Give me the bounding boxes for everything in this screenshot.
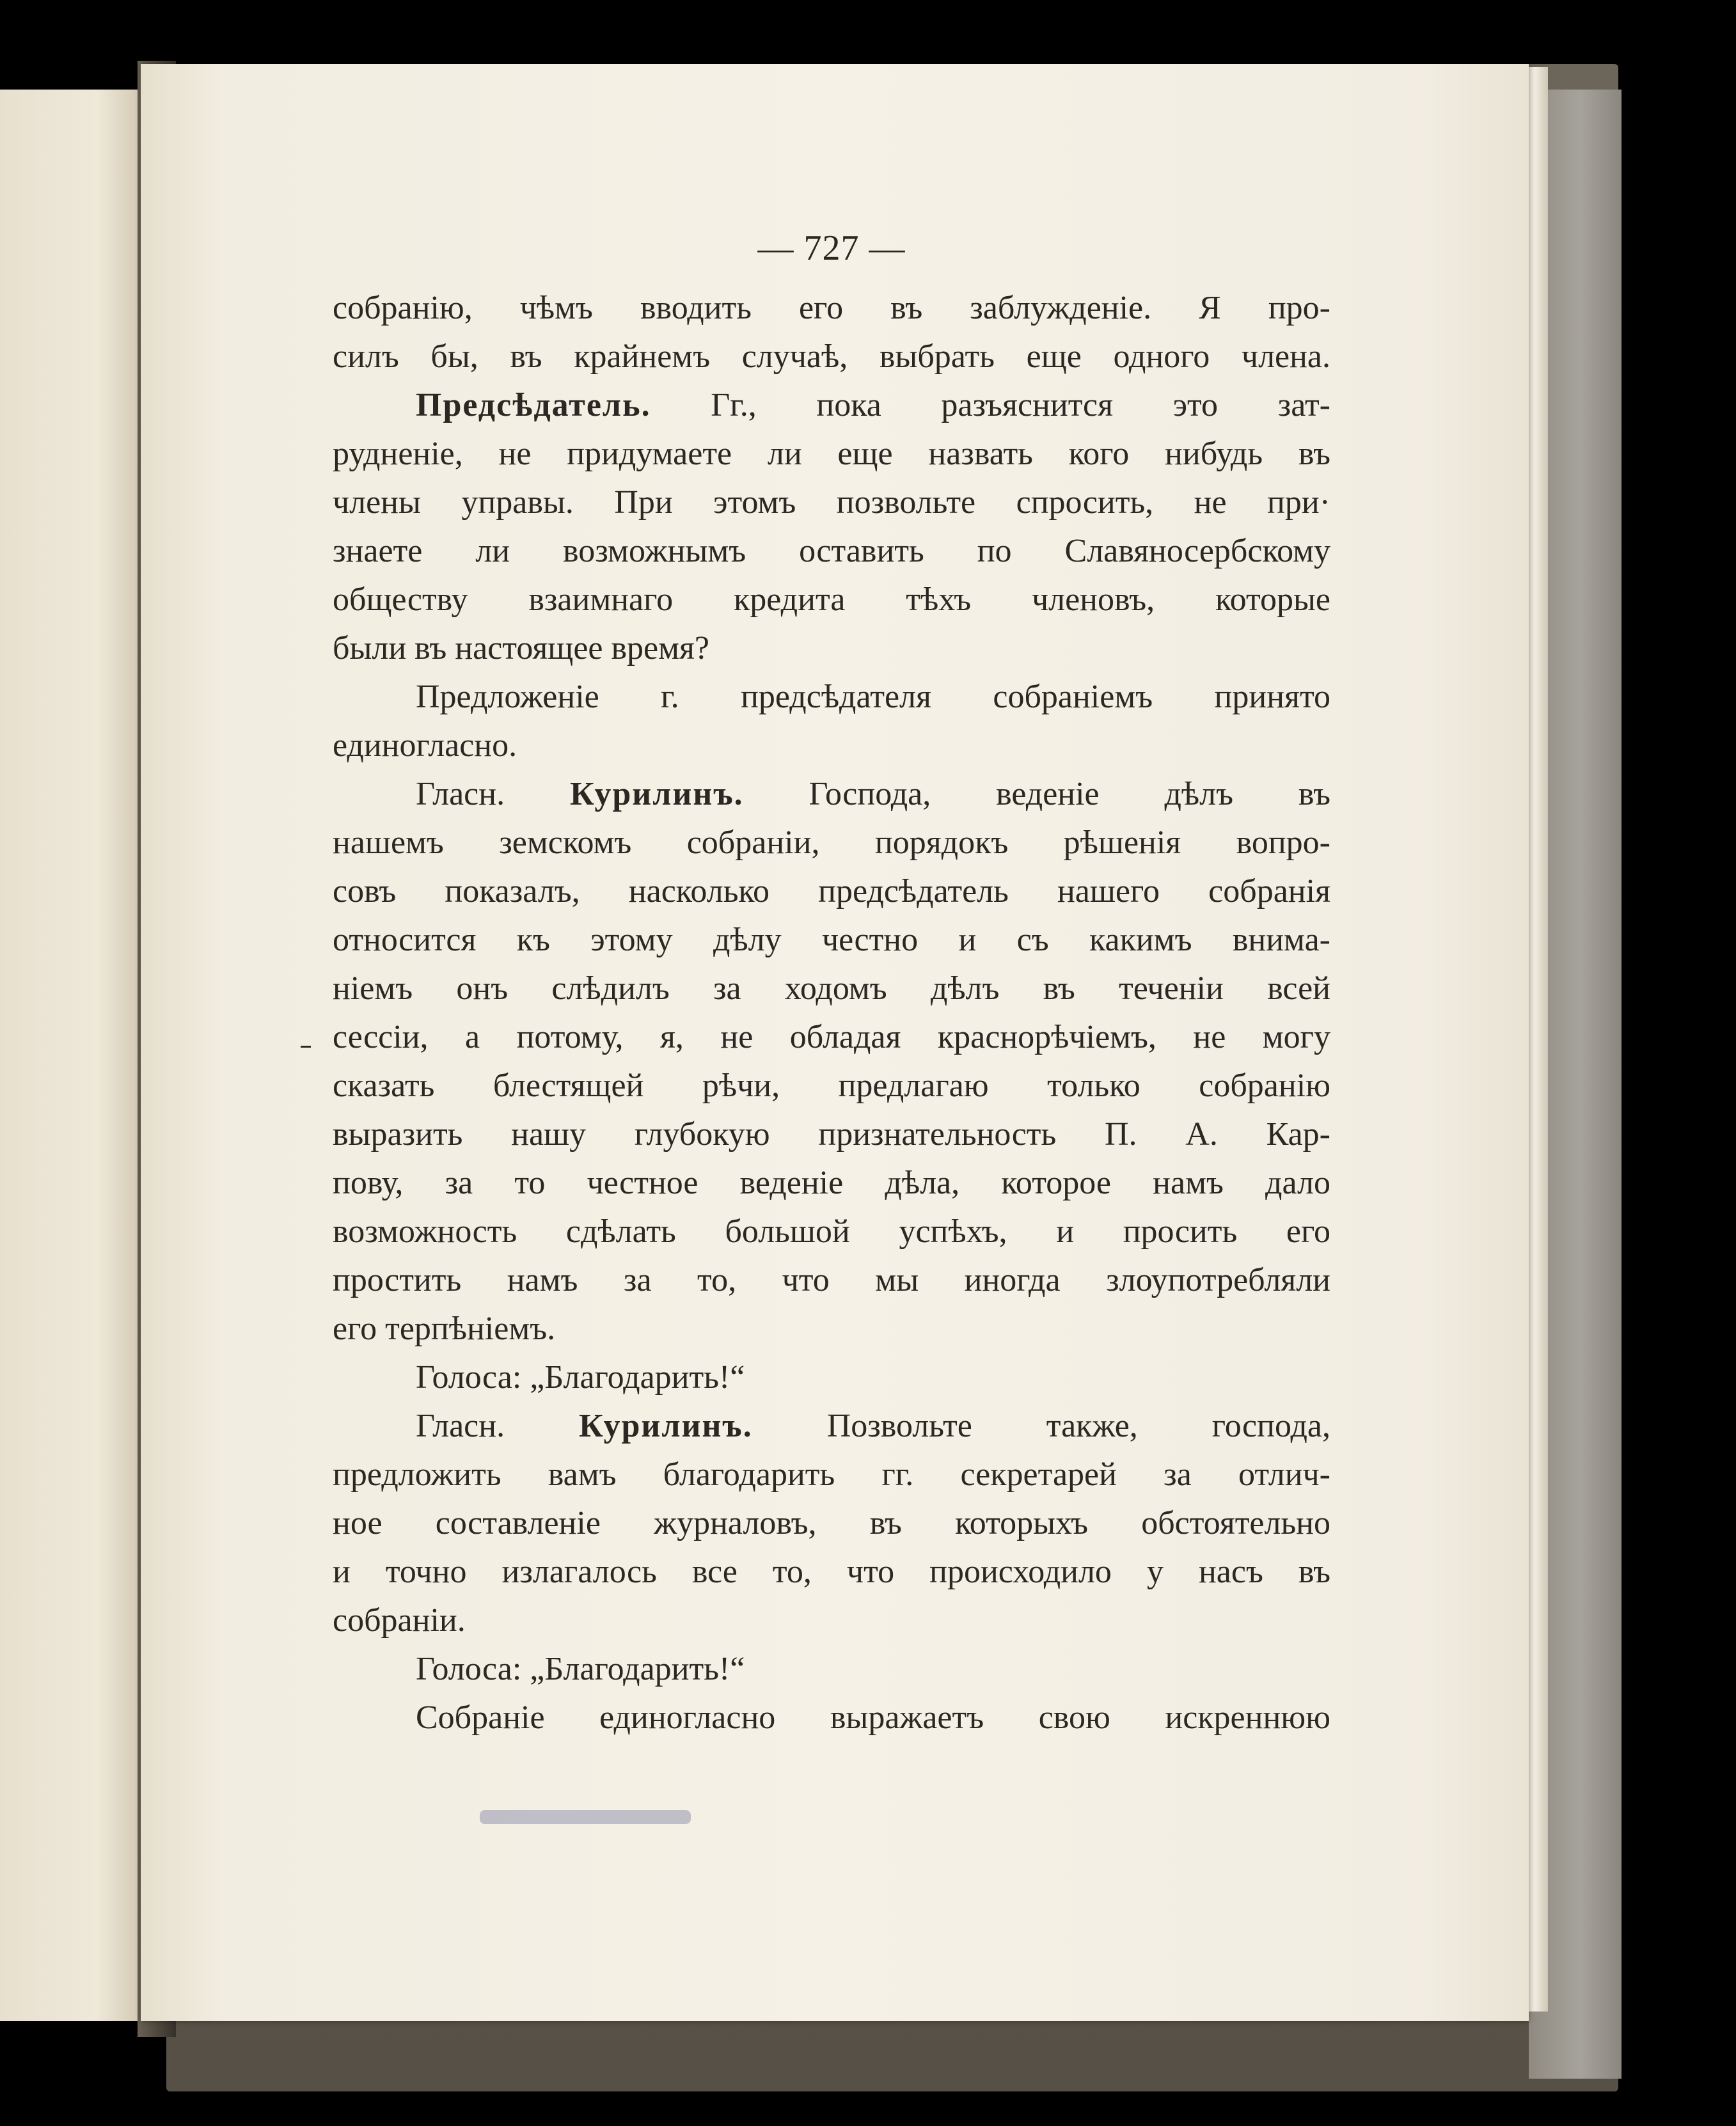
text-line [333,1645,1330,1694]
text-line [333,1159,1330,1208]
ink-stain [480,1810,691,1824]
line-text: совъ показалъ, насколько предсѣдатель нашего собранія [333,873,1330,909]
text-line [333,284,1330,333]
text-line [333,1548,1330,1596]
text-line [333,1694,1330,1742]
line-text: простить намъ за то, что мы иногда злоупотребляли [333,1262,1330,1298]
text-line [333,430,1330,478]
text-line [333,1353,1330,1402]
margin-mark [301,1046,311,1048]
text-line [333,1596,1330,1645]
page-text-block [333,211,1330,1742]
text-line [333,1499,1330,1548]
text-line [333,1256,1330,1305]
text-lines [333,284,1330,1742]
line-text: единогласно. [333,727,517,764]
line-text: собранію, чѣмъ вводить его въ заблужденіе. Я про- [333,290,1330,326]
speaker-prefix: Гласн. [416,1408,580,1444]
line-text: пову, за то честное веденіе дѣла, которое намъ дало [333,1165,1330,1201]
text-line [333,965,1330,1013]
line-text: ніемъ онъ слѣдилъ за ходомъ дѣлъ въ теченіи всей [333,970,1330,1007]
text-line [333,381,1330,430]
line-text: силъ бы, въ крайнемъ случаѣ, выбрать еще одного члена. [333,338,1330,375]
speaker-name: Курилинъ. [579,1408,753,1444]
line-text: Собраніе единогласно выражаетъ свою искреннюю [416,1699,1330,1736]
line-text: собраніи. [333,1602,466,1639]
text-line [333,867,1330,916]
line-text: его терпѣніемъ. [333,1311,556,1347]
text-line [333,1305,1330,1353]
line-text: Голоса: „Благодарить!“ [416,1359,745,1396]
text-line [333,1451,1330,1499]
text-line [333,1208,1330,1256]
text-line [333,527,1330,576]
text-line [333,1062,1330,1110]
text-line [333,1013,1330,1062]
text-line [333,576,1330,624]
line-text: сессіи, а потому, я, не обладая краснорѣчіемъ, не могу [333,1019,1330,1055]
line-text: Голоса: „Благодарить!“ [416,1651,745,1687]
text-line [333,1402,1330,1451]
line-text: выразить нашу глубокую признательность П. А. Кар- [333,1116,1330,1153]
line-text: сказать блестящей рѣчи, предлагаю только собранію [333,1067,1330,1104]
text-line [333,1110,1330,1159]
line-text: Гг., пока разъяснится это зат- [651,387,1330,423]
speaker-name: Курилинъ. [569,776,744,812]
text-line [333,819,1330,867]
facing-left-page [0,90,138,2021]
text-line [333,478,1330,527]
line-text: ное составленіе журналовъ, въ которыхъ обстоятельно [333,1505,1330,1541]
page-number: — 727 — [757,228,906,268]
line-text: обществу взаимнаго кредита тѣхъ членовъ, которые [333,581,1330,618]
line-text: нашемъ земскомъ собраніи, порядокъ рѣшенія вопро- [333,824,1330,861]
line-text: Предложеніе г. предсѣдателя собраніемъ принято [416,679,1330,715]
speaker-prefix: Гласн. [416,776,570,812]
line-text: Господа, веденіе дѣлъ въ [743,776,1331,812]
text-line [333,333,1330,381]
text-line [333,916,1330,965]
text-line [333,721,1330,770]
line-text: были въ настоящее время? [333,630,710,666]
line-text: знаете ли возможнымъ оставить по Славяносербскому [333,533,1330,569]
speaker-name: Предсѣдатель. [416,387,651,423]
line-text: относится къ этому дѣлу честно и съ какимъ внима- [333,922,1330,958]
line-text: и точно излагалось все то, что происходило у насъ въ [333,1554,1330,1590]
line-text: возможность сдѣлать большой успѣхъ, и просить его [333,1213,1330,1250]
line-text: члены управы. При этомъ позвольте спросить, не при· [333,484,1330,521]
text-line [333,624,1330,673]
line-text: рудненіе, не придумаете ли еще назвать кого нибудь въ [333,436,1330,472]
text-line [333,770,1330,819]
line-text: предложить вамъ благодарить гг. секретарей за отлич- [333,1456,1330,1493]
line-text: Позвольте также, господа, [752,1408,1330,1444]
text-line [333,673,1330,721]
